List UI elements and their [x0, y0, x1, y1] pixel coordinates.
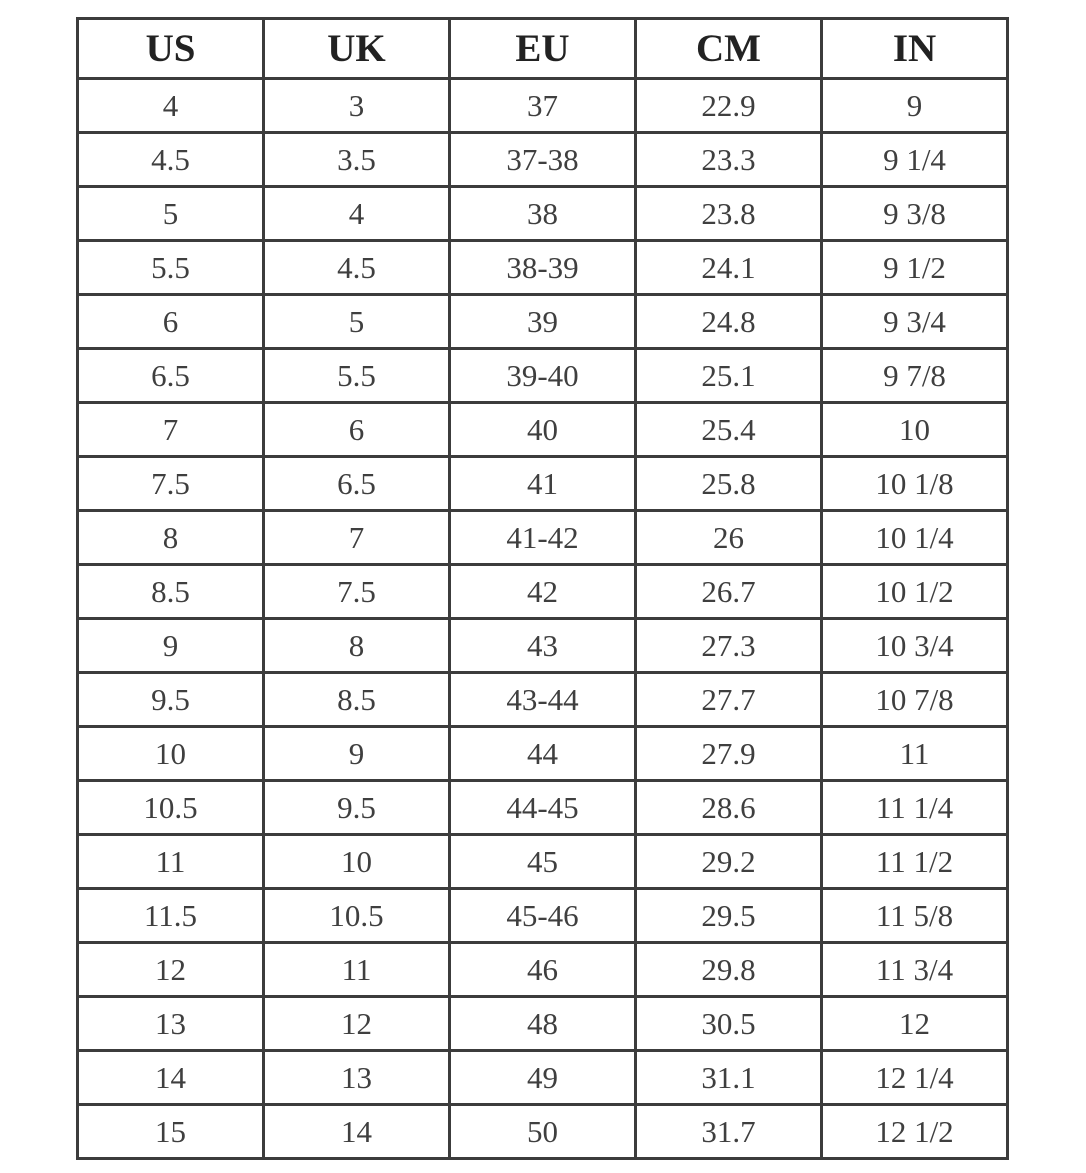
- cell-in: 10 3/4: [822, 619, 1008, 673]
- cell-cm: 27.7: [636, 673, 822, 727]
- column-header-us: US: [78, 19, 264, 79]
- cell-eu: 42: [450, 565, 636, 619]
- cell-uk: 8: [264, 619, 450, 673]
- cell-cm: 29.2: [636, 835, 822, 889]
- cell-eu: 39: [450, 295, 636, 349]
- cell-eu: 41: [450, 457, 636, 511]
- cell-us: 11.5: [78, 889, 264, 943]
- cell-cm: 29.5: [636, 889, 822, 943]
- size-chart-table: [76, 17, 1009, 1160]
- cell-uk: 10.5: [264, 889, 450, 943]
- cell-us: 12: [78, 943, 264, 997]
- cell-in: 9 7/8: [822, 349, 1008, 403]
- cell-in: 9: [822, 79, 1008, 133]
- cell-in: 9 3/8: [822, 187, 1008, 241]
- size-chart-header: [78, 19, 1008, 79]
- cell-cm: 29.8: [636, 943, 822, 997]
- cell-eu: 44-45: [450, 781, 636, 835]
- cell-eu: 44: [450, 727, 636, 781]
- cell-us: 5.5: [78, 241, 264, 295]
- cell-in: 10 7/8: [822, 673, 1008, 727]
- cell-in: 11 3/4: [822, 943, 1008, 997]
- cell-cm: 25.8: [636, 457, 822, 511]
- cell-eu: 39-40: [450, 349, 636, 403]
- cell-cm: 23.8: [636, 187, 822, 241]
- cell-in: 10: [822, 403, 1008, 457]
- cell-eu: 37: [450, 79, 636, 133]
- table-row: [78, 79, 1008, 133]
- table-row: [78, 457, 1008, 511]
- cell-eu: 37-38: [450, 133, 636, 187]
- cell-in: 12 1/4: [822, 1051, 1008, 1105]
- cell-us: 7: [78, 403, 264, 457]
- cell-uk: 8.5: [264, 673, 450, 727]
- cell-cm: 25.1: [636, 349, 822, 403]
- cell-in: 10 1/2: [822, 565, 1008, 619]
- cell-us: 9: [78, 619, 264, 673]
- column-header-eu: EU: [450, 19, 636, 79]
- cell-uk: 7.5: [264, 565, 450, 619]
- cell-eu: 43: [450, 619, 636, 673]
- cell-us: 10: [78, 727, 264, 781]
- cell-cm: 22.9: [636, 79, 822, 133]
- cell-us: 4: [78, 79, 264, 133]
- table-row: [78, 565, 1008, 619]
- cell-us: 6: [78, 295, 264, 349]
- table-row: [78, 781, 1008, 835]
- cell-in: 10 1/8: [822, 457, 1008, 511]
- table-row: [78, 943, 1008, 997]
- cell-in: 12 1/2: [822, 1105, 1008, 1159]
- cell-us: 5: [78, 187, 264, 241]
- table-row: [78, 511, 1008, 565]
- cell-us: 7.5: [78, 457, 264, 511]
- cell-us: 11: [78, 835, 264, 889]
- cell-eu: 40: [450, 403, 636, 457]
- table-row: [78, 997, 1008, 1051]
- cell-uk: 7: [264, 511, 450, 565]
- cell-eu: 49: [450, 1051, 636, 1105]
- header-row: [78, 19, 1008, 79]
- table-row: [78, 619, 1008, 673]
- cell-in: 10 1/4: [822, 511, 1008, 565]
- cell-cm: 27.9: [636, 727, 822, 781]
- cell-us: 9.5: [78, 673, 264, 727]
- cell-cm: 31.1: [636, 1051, 822, 1105]
- table-row: [78, 673, 1008, 727]
- cell-cm: 23.3: [636, 133, 822, 187]
- cell-uk: 6.5: [264, 457, 450, 511]
- cell-uk: 3.5: [264, 133, 450, 187]
- table-row: [78, 349, 1008, 403]
- column-header-in: IN: [822, 19, 1008, 79]
- cell-us: 13: [78, 997, 264, 1051]
- cell-cm: 24.8: [636, 295, 822, 349]
- table-row: [78, 403, 1008, 457]
- cell-cm: 25.4: [636, 403, 822, 457]
- cell-us: 8.5: [78, 565, 264, 619]
- table-row: [78, 835, 1008, 889]
- cell-us: 15: [78, 1105, 264, 1159]
- cell-us: 6.5: [78, 349, 264, 403]
- cell-cm: 24.1: [636, 241, 822, 295]
- cell-us: 8: [78, 511, 264, 565]
- cell-eu: 38-39: [450, 241, 636, 295]
- cell-eu: 43-44: [450, 673, 636, 727]
- table-row: [78, 727, 1008, 781]
- table-row: [78, 1105, 1008, 1159]
- cell-us: 14: [78, 1051, 264, 1105]
- table-row: [78, 889, 1008, 943]
- cell-us: 4.5: [78, 133, 264, 187]
- cell-in: 9 1/2: [822, 241, 1008, 295]
- table-row: [78, 187, 1008, 241]
- cell-cm: 26: [636, 511, 822, 565]
- cell-uk: 9: [264, 727, 450, 781]
- cell-eu: 50: [450, 1105, 636, 1159]
- cell-in: 11: [822, 727, 1008, 781]
- table-row: [78, 241, 1008, 295]
- table-row: [78, 133, 1008, 187]
- cell-in: 9 1/4: [822, 133, 1008, 187]
- cell-cm: 27.3: [636, 619, 822, 673]
- cell-uk: 5: [264, 295, 450, 349]
- cell-in: 11 1/2: [822, 835, 1008, 889]
- table-row: [78, 1051, 1008, 1105]
- size-chart-body: [78, 79, 1008, 1159]
- cell-in: 11 1/4: [822, 781, 1008, 835]
- column-header-uk: UK: [264, 19, 450, 79]
- cell-uk: 10: [264, 835, 450, 889]
- cell-uk: 4.5: [264, 241, 450, 295]
- cell-eu: 48: [450, 997, 636, 1051]
- cell-uk: 13: [264, 1051, 450, 1105]
- cell-uk: 5.5: [264, 349, 450, 403]
- cell-eu: 45: [450, 835, 636, 889]
- cell-cm: 28.6: [636, 781, 822, 835]
- cell-cm: 26.7: [636, 565, 822, 619]
- cell-uk: 14: [264, 1105, 450, 1159]
- cell-in: 11 5/8: [822, 889, 1008, 943]
- cell-uk: 12: [264, 997, 450, 1051]
- cell-uk: 11: [264, 943, 450, 997]
- column-header-cm: CM: [636, 19, 822, 79]
- cell-us: 10.5: [78, 781, 264, 835]
- cell-in: 9 3/4: [822, 295, 1008, 349]
- cell-uk: 4: [264, 187, 450, 241]
- cell-eu: 41-42: [450, 511, 636, 565]
- cell-in: 12: [822, 997, 1008, 1051]
- cell-uk: 3: [264, 79, 450, 133]
- table-row: [78, 295, 1008, 349]
- cell-uk: 6: [264, 403, 450, 457]
- cell-eu: 45-46: [450, 889, 636, 943]
- cell-cm: 30.5: [636, 997, 822, 1051]
- cell-eu: 46: [450, 943, 636, 997]
- cell-uk: 9.5: [264, 781, 450, 835]
- cell-cm: 31.7: [636, 1105, 822, 1159]
- cell-eu: 38: [450, 187, 636, 241]
